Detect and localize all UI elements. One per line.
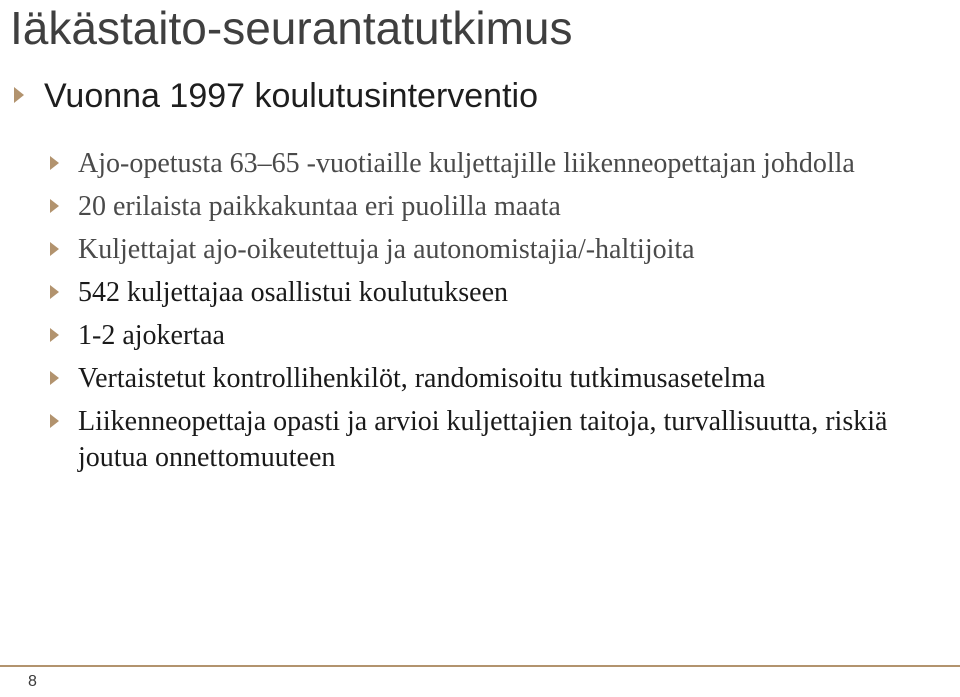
sub-bullet-item — [50, 232, 940, 268]
slide-number: 8 — [28, 673, 37, 690]
main-bullet — [14, 72, 934, 120]
sub-bullet-item — [50, 275, 940, 311]
sub-bullet-item — [50, 404, 940, 476]
arrow-bullet-icon — [50, 242, 59, 256]
sub-bullet-text: Vertaistetut kontrollihenkilöt, randomisoitu tutkimusasetelma — [78, 363, 766, 394]
arrow-bullet-icon — [50, 328, 59, 342]
main-bullet-text: Vuonna 1997 koulutusinterventio — [44, 77, 538, 115]
sub-bullet-item — [50, 146, 940, 182]
sub-bullet-item — [50, 318, 940, 354]
sub-bullet-item — [50, 361, 940, 397]
slide-title: Iäkästaito-seurantatutkimus — [10, 2, 573, 54]
sub-bullet-text: 20 erilaista paikkakuntaa eri puolilla maata — [78, 191, 561, 222]
sub-bullet-text: Kuljettajat ajo-oikeutettuja ja autonomistajia/-haltijoita — [78, 234, 695, 265]
sub-bullet-text: Ajo-opetusta 63–65 -vuotiaille kuljettajille liikenneopettajan johdolla — [78, 148, 855, 179]
arrow-bullet-icon — [50, 285, 59, 299]
arrow-bullet-icon — [50, 371, 59, 385]
sub-bullet-item — [50, 189, 940, 225]
footer-divider — [0, 665, 960, 667]
arrow-bullet-icon — [14, 87, 24, 103]
arrow-bullet-icon — [50, 156, 59, 170]
sub-bullet-list — [50, 146, 940, 483]
sub-bullet-text: 1-2 ajokertaa — [78, 320, 225, 351]
sub-bullet-text: Liikenneopettaja opasti ja arvioi kuljettajien taitoja, turvallisuutta, riskiä joutua onnettomuuteen — [78, 406, 888, 473]
arrow-bullet-icon — [50, 414, 59, 428]
arrow-bullet-icon — [50, 199, 59, 213]
sub-bullet-text: 542 kuljettajaa osallistui koulutukseen — [78, 277, 509, 308]
